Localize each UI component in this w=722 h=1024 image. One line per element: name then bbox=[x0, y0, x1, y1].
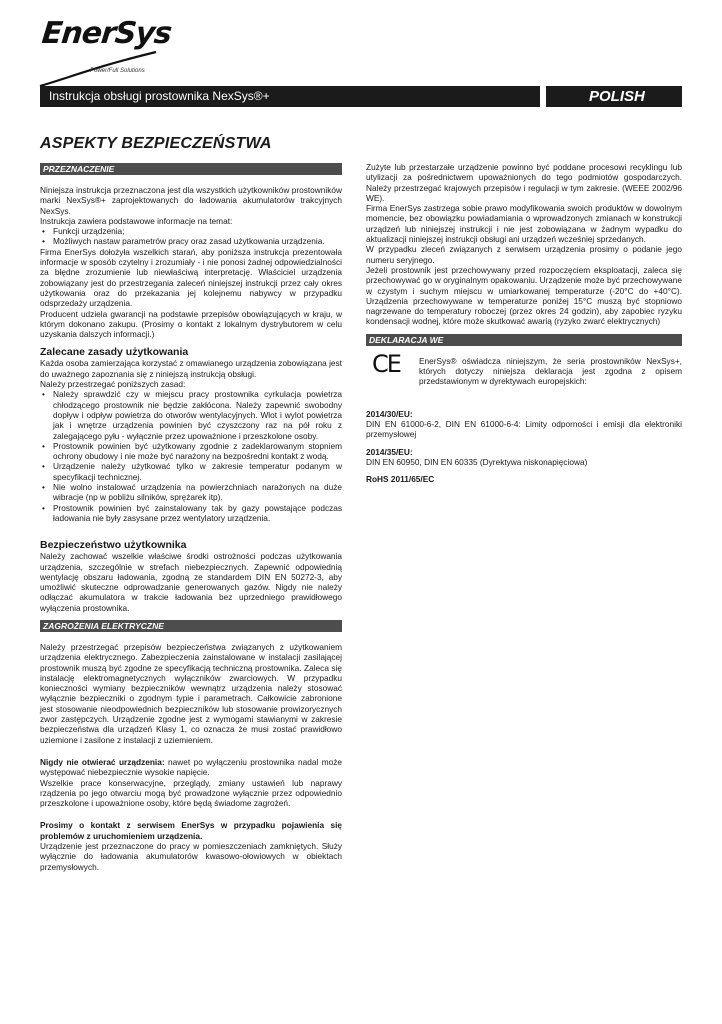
warning-text: nawet po wyłączeniu prostownika nadal może występować niebezpiecznie wysokie napięcie. bbox=[40, 756, 342, 778]
subheading-zalecane: Zalecane zasady użytkowania bbox=[40, 346, 189, 359]
list-item: • Urządzenie należy użytkować tylko w zakresie temperatur podanym w specyfikacji technicznej. bbox=[40, 461, 342, 482]
directive-text: DIN EN 61000-6-2, DIN EN 61000-6-4: Limity odporności i emisji dla elektroniki przemysłowej bbox=[366, 419, 682, 440]
page-title: ASPEKTY BEZPIECZEŃSTWA bbox=[40, 135, 272, 152]
ce-mark-icon: CE bbox=[372, 349, 400, 378]
language-label: POLISH bbox=[546, 86, 682, 107]
paragraph-bold: Prosimy o kontakt z serwisem EnerSys w przypadku pojawienia się problemów z uruchomieniem urządzenia. bbox=[40, 820, 342, 841]
paragraph: Wszelkie prace konserwacyjne, przeglądy, zmiany ustawień lub naprawy rządzenia po jego otwarciu mogą być prowadzone wyłącznie przez odpowiednio przeszkolone i upoważnione osoby, które będą świadome zagrożeń. bbox=[40, 777, 342, 809]
paragraph: Firma EnerSys dołożyła wszelkich starań, aby poniższa instrukcja prezentowała informacje w sposób czytelny i zrozumiały - i nie ponosi żadnej odpowiedzialności za błędne zrozumienie lub niewłaściwą interpretację. Właściciel urządzenia zobowiązany jest do przestrzegania zaleceń niniejszej instrukcji przez cały okres użytkowania oraz do przekazania jej kolejnemu nabywcy w przypadku odsprzedaży urządzenia. bbox=[40, 246, 342, 309]
list-item: • Prostownik powinien być zainstalowany tak by gazy powstające podczas ładowania nie były zasysane przez wentylatory urządzenia. bbox=[40, 503, 342, 524]
paragraph: Firma EnerSys zastrzega sobie prawo modyfikowania swoich produktów w dowolnym momencie, bez obowiązku powiadamiania o wprowadzonych zmianach w konstrukcji urządzeń lub niniejszej instrukcji i nie jest zobowiązana w żadnym wypadku do aktualizacji niniejszej instrukcji obsługi ani urządzeń wcześniej sprzedanych. bbox=[366, 203, 682, 245]
paragraph: Należy przestrzegać przepisów bezpieczeństwa związanych z użytkowaniem urządzenia elektrycznego. Zabezpieczenia zainstalowane w instalacji zasilającej prostownik muszą być zgodne ze specyfikacją techniczną prostownika. Zaleca się instalację elektromagnetycznych wyłączników zwarciowych. W przypadku konieczności wymiany bezpieczników wewnątrz urządzenia należy stosować wyłącznie bezpieczniki o zgodnym typie i parametrach. Całkowicie zabronione jest stosowanie nieodpowiednich bezpieczników lub stosowanie prowizorycznych zwor zastępczych. Urządzenie zgodne jest z wymogami stawianymi w zakresie bezpieczeństwa dla urządzeń Klasy 1, co oznacza że musi zostać prawidłowo uziemione i zasilone z instalacji z uziemieniem. bbox=[40, 641, 342, 745]
paragraph: W przypadku zleceń związanych z serwisem urządzenia prosimy o podanie jego numeru seryjnego. bbox=[366, 244, 682, 265]
paragraph: Instrukcja zawiera podstawowe informacje na temat: bbox=[40, 215, 233, 226]
list-item: • Należy sprawdzić czy w miejscu pracy prostownika cyrkulacja powietrza chłodzącego prostownik nie będzie zakłócona. Należy zapewnić swobodny dopływ i odpływ powietrza do otworów wentylacyjnych. Wlot i wylot powietrza jak i wnętrze urządzenia powinien być czyszczony raz na pół roku z zalegającego pyłu - wyłącznie przez upoważnione i przeszkolone osoby. bbox=[40, 389, 342, 440]
paragraph: Niniejsza instrukcja przeznaczona jest dla wszystkich użytkowników prostowników marki NexSys®+ zaprojektowanych do ładowania akumulatorów trakcyjnych NexSys. bbox=[40, 185, 342, 216]
subheading-bezpieczenstwo: Bezpieczeństwo użytkownika bbox=[40, 539, 187, 552]
paragraph: Producent udziela gwarancji na podstawie przepisów obowiązujących w kraju, w którym dokonano zakupu. (Prosimy o kontakt z lokalnym dystrybutorem w celu uzyskania dalszych informacji.) bbox=[40, 308, 342, 340]
paragraph bbox=[40, 757, 342, 778]
left-column bbox=[40, 163, 342, 872]
directive-text: DIN EN 60950, DIN EN 60335 (Dyrektywa niskonapięciowa) bbox=[366, 456, 588, 467]
section-heading-zagrozenia: ZAGROŻENIA ELEKTRYCZNE bbox=[40, 620, 342, 632]
directive-heading: 2014/35/EU: bbox=[366, 446, 413, 457]
enersys-logo bbox=[38, 14, 173, 80]
paragraph: Należy przestrzegać poniższych zasad: bbox=[40, 379, 186, 390]
list-item: • Nie wolno instalować urządzenia na powierzchniach narażonych na duże wibracje (np w pobliżu silników, sprężarek itp). bbox=[40, 482, 342, 503]
list-item: • Prostownik powinien być użytkowany zgodnie z zadeklarowanym stopniem ochrony obudowy i nie może być narażony na bezpośredni kontakt z wodą. bbox=[40, 441, 342, 462]
list-item: • Funkcji urządzenia; bbox=[40, 226, 342, 236]
document-title-bar: Instrukcja obsługi prostownika NexSys®+ bbox=[40, 86, 540, 107]
logo-wordmark: EnerSys bbox=[40, 16, 173, 51]
paragraph: Każda osoba zamierzająca korzystać z omawianego urządzenia zobowiązana jest do uważnego zapoznania się z niniejszą instrukcją obsługi. bbox=[40, 358, 342, 379]
warning-label: Nigdy nie otwierać urządzenia: bbox=[40, 756, 165, 767]
list-item: • Możliwych nastaw parametrów pracy oraz zasad użytkowania urządzenia. bbox=[40, 236, 342, 246]
bullet-list bbox=[40, 389, 342, 523]
ce-declaration-text: EnerSys® oświadcza niniejszym, że seria prostowników NexSys+, których dotyczy niniejsza deklaracja jest zgodna z opisem przedstawionym w dyrektywach europejskich: bbox=[419, 355, 682, 387]
right-column bbox=[366, 162, 682, 485]
paragraph: Należy zachować wszelkie właściwe środki ostrożności podczas użytkowania urządzenia, szczególnie w strefach niebezpiecznych. Zapewnić odpowiednią wentylację obszaru ładowania, zgodną ze standardem DIN EN 50272-3, aby umożliwić skuteczne odprowadzanie generowanych gazów. Nigdy nie należy odłączać akumulatora w trakcie ładowania bez uprzedniego prawidłowego wyłączenia prostownika. bbox=[40, 551, 342, 613]
paragraph: Urządzenie jest przeznaczone do pracy w pomieszczeniach zamkniętych. Służy wyłącznie do ładowania akumulatorów kwasowo-ołowiowych w obiektach przemysłowych. bbox=[40, 841, 342, 872]
paragraph: Jeżeli prostownik jest przechowywany przed rozpoczęciem eksploatacji, zaleca się przechowywać go w oryginalnym opakowaniu. Urządzenie może być przechowywane w czystym i suchym miejscu w umiarkowanej temperaturze (-20°C do +40°C). Urządzenia przechowywane w temperaturze poniżej 15°C muszą być stopniowo nagrzewane do temperatury roboczej (przez okres 24 godzin), aby zapobiec ryzyku kondensacji wodnej, które może skutkować awarią (ryzyko zwarć elektrycznych) bbox=[366, 264, 682, 327]
rohs-directive: RoHS 2011/65/EC bbox=[366, 474, 435, 485]
bullet-list bbox=[40, 226, 342, 247]
directive-heading: 2014/30/EU: bbox=[366, 408, 413, 419]
section-heading-deklaracja: DEKLARACJA WE bbox=[366, 334, 682, 346]
logo-tagline: Power/Full Solutions bbox=[90, 68, 145, 74]
paragraph: Zużyte lub przestarzałe urządzenie powinno być poddane procesowi recyklingu lub utylizacji za pośrednictwem upoważnionych do tego podmiotów gospodarczych. Należy przestrzegać krajowych przepisów i regulacji w tym zakresie. (WEEE 2002/96 WE). bbox=[366, 162, 682, 203]
section-heading-przeznaczenie: PRZEZNACZENIE bbox=[40, 163, 342, 175]
ce-declaration bbox=[366, 349, 682, 402]
